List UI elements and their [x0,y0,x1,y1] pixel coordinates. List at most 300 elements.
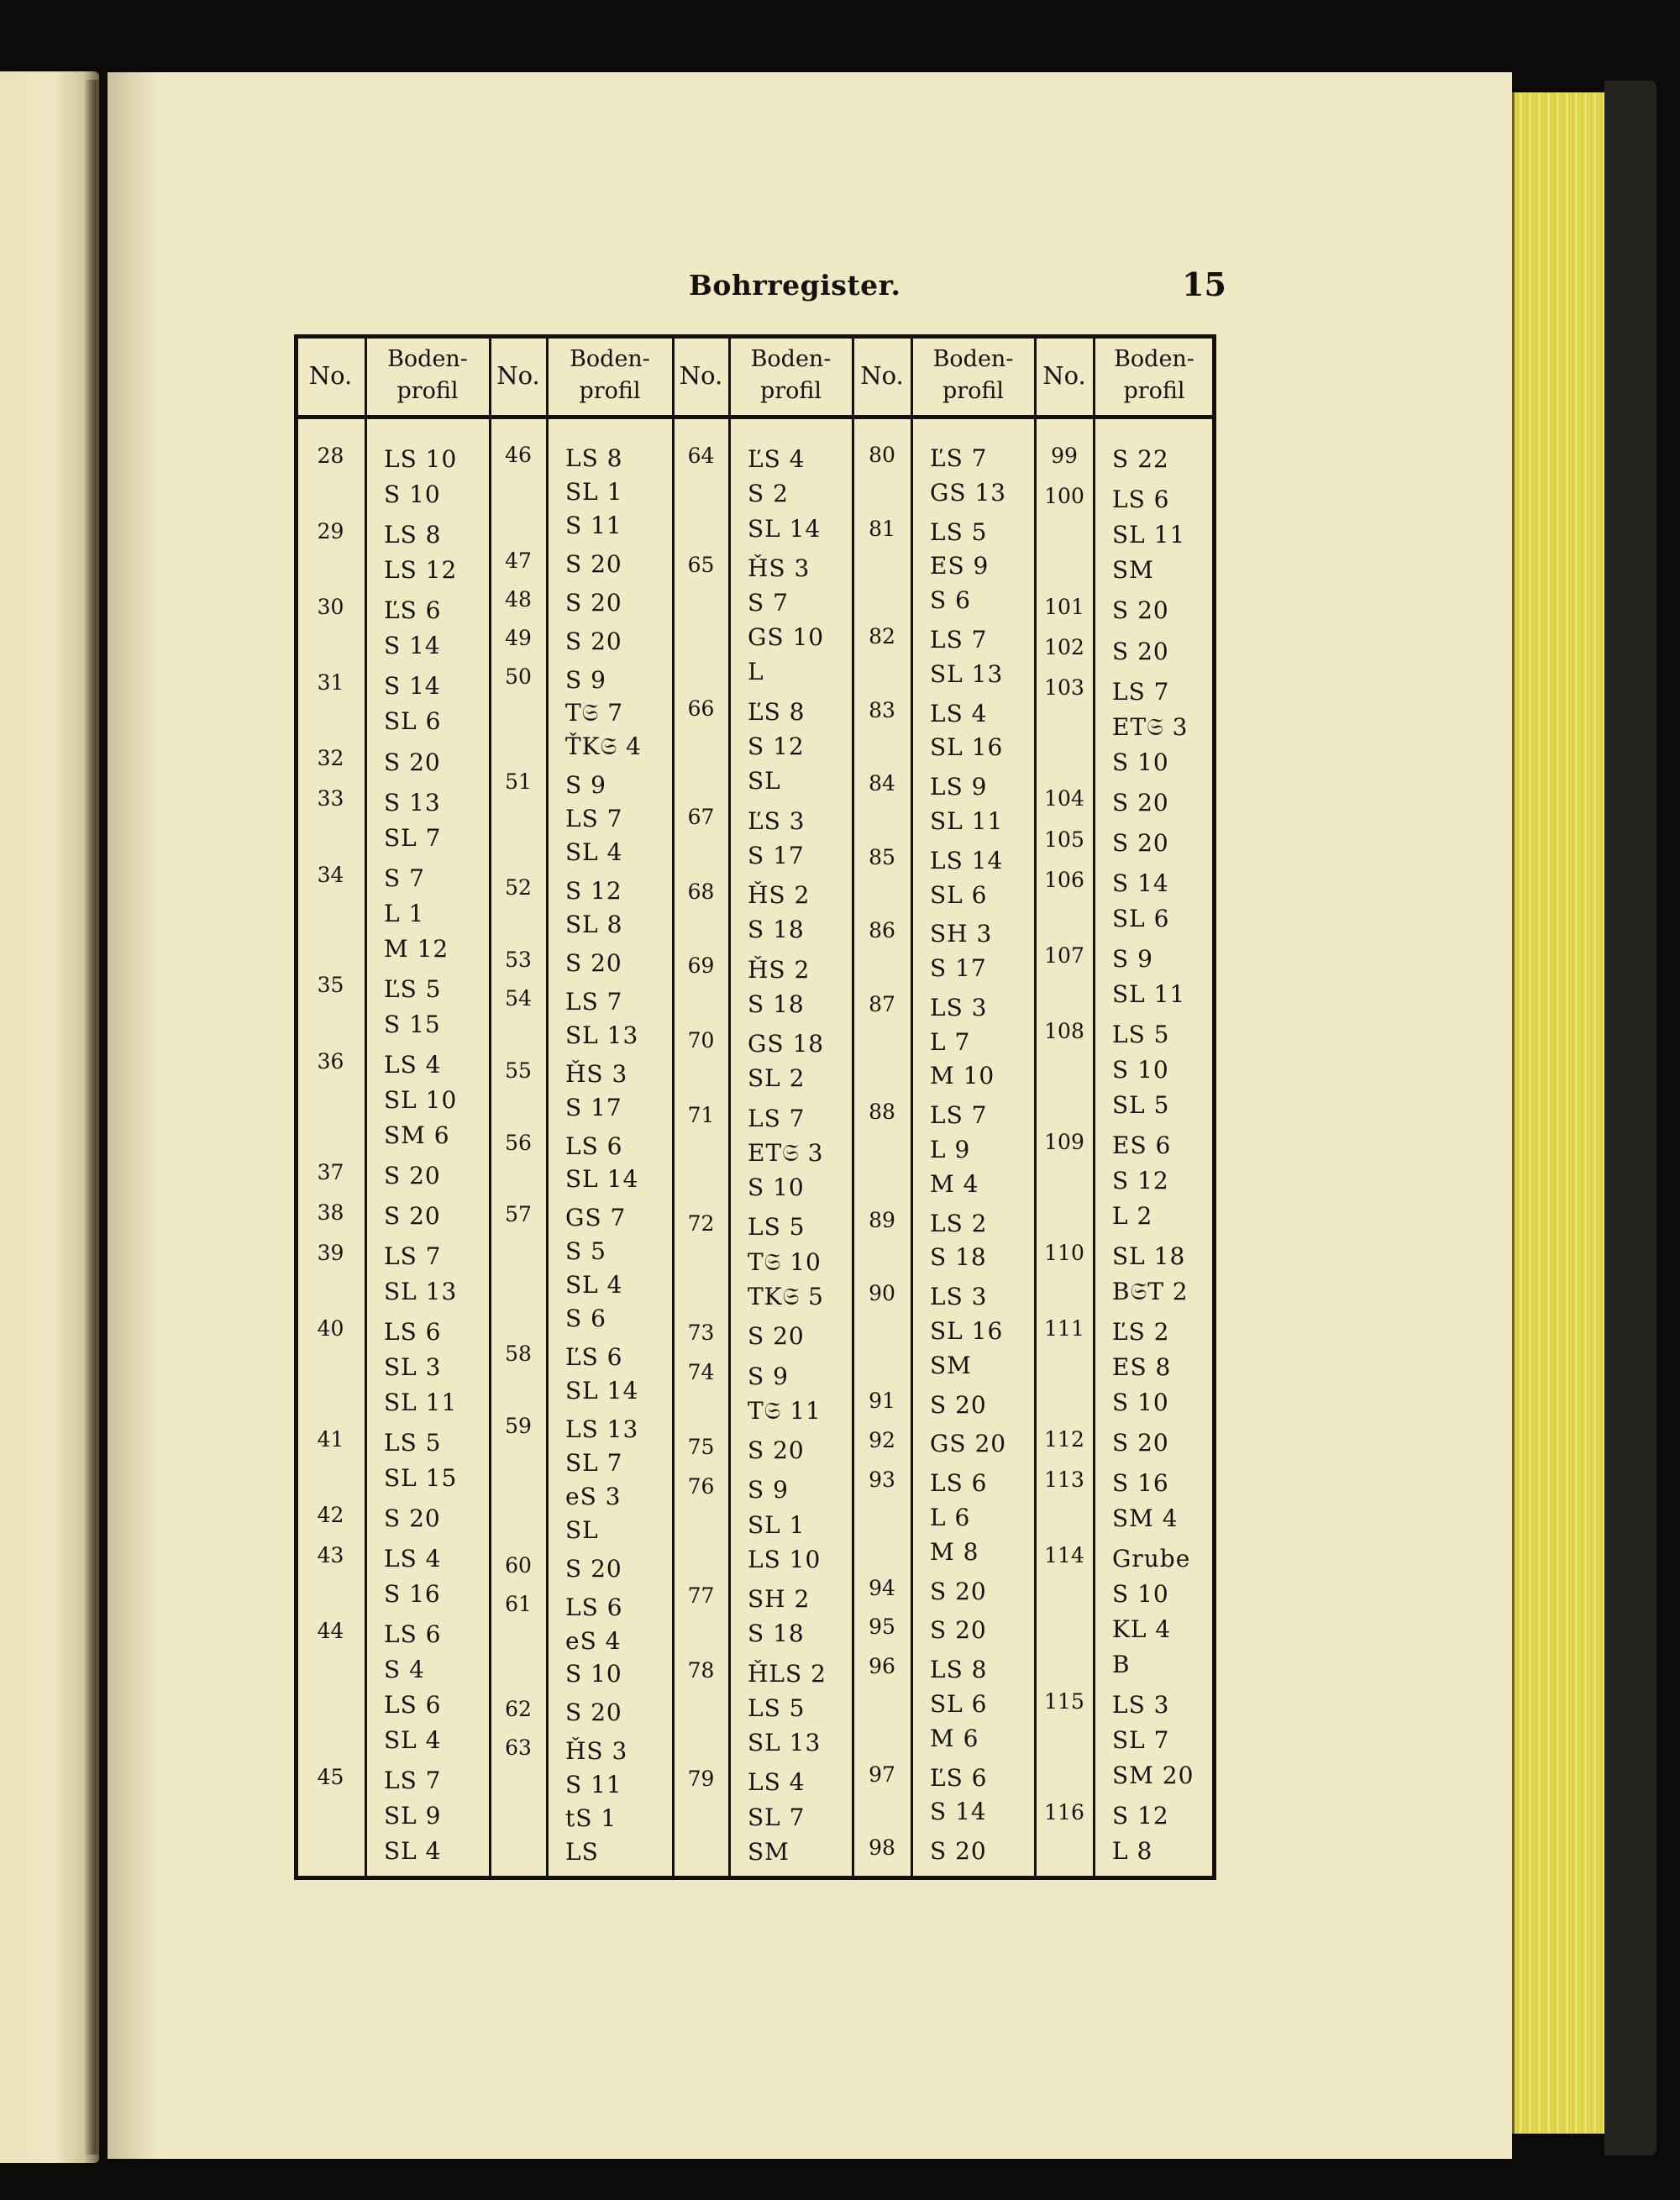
soil-layer: LS 10 [384,445,458,474]
boring-number: 48 [505,586,532,612]
soil-layer: SL 14 [565,1165,639,1194]
soil-layer: S 17 [930,954,987,983]
soil-layer: LS 7 [565,805,623,833]
soil-layer: S 20 [1112,788,1169,816]
boring-number: 58 [505,1342,532,1367]
soil-layer: GS 7 [565,1204,627,1232]
boring-number: 107 [1044,942,1084,968]
boring-number: 79 [687,1767,715,1792]
soil-layer: S 20 [930,1577,987,1605]
column-rule [1093,336,1095,1878]
soil-layer: LS 7 [565,987,623,1016]
running-head: Bohrregister. [689,269,901,302]
boring-number: 52 [505,875,532,900]
soil-layer: L 9 [930,1136,971,1164]
boring-number: 106 [1044,867,1084,892]
header-profile-line1: Boden- [387,346,468,372]
soil-layer: LS 8 [384,521,442,549]
boring-number: 33 [317,786,344,811]
soil-layer: SM 20 [1112,1762,1194,1790]
soil-layer: LS 7 [930,626,988,654]
boring-number: 91 [869,1389,895,1414]
soil-layer: SM [930,1351,972,1379]
soil-layer: LS [565,1838,599,1867]
soil-layer: SL 15 [384,1464,458,1493]
book-cover [1604,81,1656,2155]
soil-layer: SL 13 [930,659,1004,688]
soil-layer: SL 11 [1112,521,1186,549]
soil-layer: SL 6 [1112,904,1170,932]
page-number: 15 [1182,265,1226,303]
boring-number: 31 [317,670,344,696]
soil-layer: S 22 [1112,445,1169,474]
soil-layer: L 8 [1112,1837,1153,1866]
soil-layer: S 20 [565,627,622,655]
soil-layer: S 20 [565,588,622,617]
soil-layer: LS 8 [930,1656,988,1684]
soil-layer: LS 5 [748,1693,806,1722]
boring-number: 47 [505,548,532,573]
header-no: No. [496,361,540,390]
boring-number: 43 [317,1543,344,1568]
soil-layer: GS 13 [930,478,1007,507]
boring-number: 54 [505,985,532,1011]
soil-layer: T𝔖 10 [748,1247,822,1276]
soil-layer: S 20 [930,1390,987,1419]
soil-layer: LS 4 [748,1768,806,1797]
boring-number: 72 [687,1211,715,1237]
soil-layer: SL [565,1515,599,1544]
boring-number: 63 [505,1735,532,1761]
soil-layer: S 20 [565,1699,622,1727]
soil-layer: GS 10 [748,623,825,652]
boring-number: 92 [869,1428,895,1453]
soil-layer: LS 5 [930,517,988,546]
soil-layer: TK𝔖 5 [748,1282,824,1310]
boring-number: 39 [317,1240,344,1265]
soil-layer: S 20 [565,948,622,977]
soil-layer: LS 3 [1112,1691,1170,1720]
soil-layer: S 7 [748,589,789,617]
column-rule [1034,336,1037,1878]
boring-number: 38 [317,1200,344,1225]
boring-number: 90 [869,1281,895,1306]
boring-number: 62 [505,1697,532,1722]
header-no: No. [860,361,904,390]
soil-layer: ES 8 [1112,1353,1172,1382]
header-profile-line2: profil [1123,378,1185,404]
boring-number: 67 [687,805,715,830]
soil-layer: S 10 [384,480,441,509]
boring-number: 103 [1044,675,1084,701]
page-shadow [108,72,158,2159]
soil-layer: S 14 [1112,869,1169,898]
soil-layer: S 20 [1112,637,1169,665]
boring-number: 108 [1044,1018,1084,1043]
boring-number: 69 [687,953,715,979]
soil-layer: S 17 [565,1093,622,1121]
soil-layer: SL 11 [384,1388,458,1416]
soil-layer: T𝔖 11 [748,1396,822,1425]
soil-layer: LS 13 [565,1415,639,1443]
soil-layer: LS 7 [384,1767,442,1795]
soil-layer: L 1 [384,899,425,927]
boring-number: 77 [687,1583,715,1608]
boring-number: 94 [869,1575,895,1600]
soil-layer: ES 6 [1112,1132,1172,1160]
boring-number: 75 [687,1434,715,1459]
boring-number: 28 [317,444,344,468]
soil-layer: SL 16 [930,1317,1004,1345]
boring-number: 78 [687,1657,715,1683]
soil-layer: S 14 [930,1798,987,1826]
boring-number: 89 [869,1207,895,1232]
boring-number: 61 [505,1591,532,1616]
header-profile [365,338,490,413]
soil-layer: LS 3 [930,994,988,1021]
boring-number: 49 [505,625,532,650]
soil-layer: M 12 [384,934,449,963]
soil-layer: ȞS 2 [748,955,811,984]
boring-number: 86 [869,918,895,943]
soil-layer: SL 4 [384,1837,442,1866]
soil-layer: S 9 [565,771,606,800]
boring-number: 71 [687,1102,715,1127]
soil-layer: LS 7 [1112,677,1170,706]
soil-layer: S 6 [565,1305,606,1333]
soil-layer: LS 9 [930,773,988,801]
soil-layer: LS 6 [384,1620,442,1649]
soil-layer: ȞS 3 [748,554,811,582]
boring-number: 60 [505,1552,532,1578]
soil-layer: SL 5 [1112,1091,1170,1119]
soil-layer: ĽS 2 [1112,1318,1170,1347]
soil-layer: SL 11 [1112,980,1186,1009]
boring-number: 101 [1044,595,1084,620]
soil-layer: ȞS 3 [565,1059,628,1088]
soil-layer: ĽS 8 [748,697,806,726]
soil-layer: SL 2 [748,1064,806,1093]
boring-number: 35 [317,973,344,998]
soil-layer: S 10 [565,1660,622,1688]
soil-layer: LS 7 [748,1104,806,1132]
boring-number: 96 [869,1654,895,1679]
boring-number: 44 [317,1619,344,1644]
soil-layer: S 20 [748,1436,805,1465]
soil-layer: S 20 [565,549,622,578]
soil-layer: S 20 [384,1201,441,1230]
soil-layer: S 12 [565,877,622,906]
soil-layer: tS 1 [565,1804,617,1833]
soil-layer: ET𝔖 3 [1112,712,1189,741]
soil-layer: ĽS 4 [748,445,806,474]
soil-layer: ȞLS 2 [748,1659,827,1688]
header-profile [911,338,1035,413]
boring-number: 87 [869,991,895,1016]
soil-layer: SL 11 [930,806,1004,835]
soil-layer: S 12 [1112,1167,1169,1195]
soil-layer: LS 6 [384,1691,442,1720]
soil-layer: SM [748,1837,790,1866]
boring-number: 80 [869,443,895,467]
soil-layer: SM 4 [1112,1504,1179,1533]
column-rule [852,336,854,1878]
boring-number: 105 [1044,827,1084,852]
boring-number: 83 [869,697,895,722]
soil-layer: S 20 [1112,596,1169,625]
soil-layer: S 12 [1112,1802,1169,1830]
soil-layer: S 10 [1112,1580,1169,1609]
soil-layer: ĽS 6 [384,596,442,625]
boring-number: 82 [869,623,895,648]
soil-layer: L 2 [1112,1201,1153,1230]
boring-number: 93 [869,1468,895,1493]
boring-number: 99 [1051,444,1078,468]
boring-number: 76 [687,1474,715,1499]
column-rule [672,336,675,1878]
boring-number: 46 [505,443,532,467]
soil-layer: ĽS 3 [748,806,806,835]
boring-number: 85 [869,844,895,869]
soil-layer: SL 7 [565,1448,623,1477]
soil-layer: S 5 [565,1237,606,1266]
soil-layer: SL 4 [565,838,623,867]
soil-layer: S 20 [384,1504,441,1533]
soil-layer: SL 6 [930,880,988,909]
boring-number: 68 [687,879,715,904]
boring-number: 95 [869,1615,895,1640]
soil-layer: S 17 [748,841,805,869]
soil-layer: S 9 [1112,945,1153,974]
soil-layer: LS 4 [384,1545,442,1573]
soil-layer: LS 6 [384,1318,442,1347]
soil-layer: LS 10 [748,1545,822,1573]
header-profile-line1: Boden- [1114,346,1194,372]
soil-layer: LS 5 [1112,1021,1170,1049]
soil-layer: SL 13 [565,1021,639,1049]
boring-number: 104 [1044,786,1084,811]
soil-layer: SL 7 [748,1803,806,1831]
soil-layer: S 10 [1112,748,1169,776]
soil-layer: S 10 [1112,1056,1169,1084]
boring-number: 42 [317,1502,344,1527]
soil-layer: S 11 [565,511,622,539]
soil-layer: SL 8 [565,911,623,938]
soil-layer: SL 6 [384,707,442,736]
boring-number: 40 [317,1315,344,1341]
soil-layer: S 12 [748,732,805,760]
soil-layer: SL 18 [1112,1242,1186,1271]
soil-layer: M 8 [930,1537,979,1566]
soil-layer: SL 13 [384,1278,458,1306]
soil-layer: S 18 [748,990,805,1018]
boring-number: 64 [687,444,715,468]
column-rule [489,336,491,1878]
boring-number: 110 [1044,1240,1084,1265]
boring-number: 30 [317,595,344,620]
soil-layer: LS 6 [930,1469,988,1498]
soil-layer: ȞS 2 [748,881,811,910]
boring-number: 115 [1044,1688,1084,1714]
soil-layer: L [748,658,764,686]
soil-layer: S 20 [930,1616,987,1645]
soil-layer: SL 7 [384,823,442,852]
soil-layer: SL 3 [384,1353,442,1382]
soil-layer: S 20 [748,1322,805,1351]
soil-layer: KL 4 [1112,1615,1172,1644]
header-profile [547,338,673,413]
soil-layer: LS 2 [930,1209,988,1237]
page-block-edge [1512,92,1607,2134]
soil-layer: ĽS 6 [930,1763,988,1792]
boring-number: 109 [1044,1129,1084,1154]
header-profile-line1: Boden- [570,346,650,372]
boring-number: 100 [1044,484,1084,509]
boring-number: 56 [505,1130,532,1155]
column-rule [911,336,913,1878]
soil-layer: SL 1 [565,477,623,506]
soil-layer: SL 4 [384,1726,442,1755]
boring-number: 74 [687,1360,715,1385]
boring-number: 66 [687,696,715,721]
soil-layer: LS 4 [384,1050,442,1079]
soil-layer: LS 5 [384,1429,442,1457]
boring-number: 55 [505,1058,532,1083]
soil-layer: T𝔖 7 [565,699,624,727]
soil-layer: LS 3 [930,1283,988,1311]
book-gutter [84,80,102,2155]
soil-layer: SL 7 [1112,1726,1170,1755]
boring-number: 84 [869,771,895,796]
soil-layer: S 13 [384,788,441,816]
soil-layer: S 10 [1112,1388,1169,1416]
soil-layer: SL 10 [384,1085,458,1114]
column-rule [365,336,367,1878]
header-profile [1094,338,1215,413]
boring-number: 36 [317,1048,344,1074]
boring-number: 29 [317,519,344,544]
boring-number: 32 [317,746,344,771]
soil-layer: LS 12 [384,556,458,585]
soil-layer: eS 3 [565,1482,622,1510]
soil-layer: S 20 [384,748,441,776]
soil-layer: S 18 [930,1243,987,1272]
soil-layer: S 20 [930,1837,987,1866]
header-no: No. [679,361,723,390]
soil-layer: GS 18 [748,1030,825,1058]
soil-layer: ĽS 6 [565,1343,623,1372]
soil-layer: S 9 [565,665,606,694]
soil-layer: S 9 [748,1362,789,1390]
boring-number: 116 [1044,1799,1084,1825]
soil-layer: LS 6 [565,1593,623,1621]
soil-layer: ĽS 5 [384,974,442,1003]
soil-layer: M 10 [930,1062,995,1090]
boring-number: 98 [869,1835,895,1861]
soil-layer: ŤK𝔖 4 [565,732,642,761]
soil-layer: B𝔖T 2 [1112,1278,1189,1306]
column-rule [728,336,731,1878]
soil-layer: B [1112,1651,1131,1679]
header-profile-line1: Boden- [932,346,1014,372]
boring-number: 114 [1044,1543,1084,1568]
header-profile-line2: profil [942,378,1005,404]
header-profile [729,338,853,413]
soil-layer: eS 4 [565,1626,622,1655]
soil-layer: S 15 [384,1010,441,1038]
boring-number: 112 [1044,1426,1084,1452]
soil-layer: S 18 [748,1620,805,1648]
boring-number: 45 [317,1765,344,1790]
soil-layer: S 16 [384,1580,441,1609]
header-profile-line2: profil [759,378,822,404]
soil-layer: S 11 [565,1771,622,1799]
soil-layer: SH 3 [930,920,993,948]
boring-number: 102 [1044,635,1084,660]
boring-number: 59 [505,1413,532,1438]
soil-layer: LS 5 [748,1213,806,1242]
header-profile-line2: profil [579,378,641,404]
boring-number: 88 [869,1100,895,1125]
soil-layer: LS 14 [930,846,1004,874]
soil-layer: SL 1 [748,1510,806,1539]
soil-layer: S 6 [930,586,971,615]
soil-layer: S 14 [384,672,441,701]
soil-layer: L 7 [930,1027,971,1056]
soil-layer: S 4 [384,1656,425,1684]
soil-layer: M 4 [930,1169,979,1198]
soil-layer: SM [1112,556,1154,585]
soil-layer: ET𝔖 3 [748,1138,824,1167]
soil-layer: GS 20 [930,1430,1007,1458]
boring-number: 51 [505,769,532,795]
header-profile-line2: profil [396,378,459,404]
boring-number: 50 [505,664,532,689]
soil-layer: S 16 [1112,1469,1169,1498]
header-rule [294,415,1216,419]
boring-number: 97 [869,1762,895,1787]
soil-layer: SL [748,767,781,795]
boring-number: 70 [687,1028,715,1053]
soil-layer: SH 2 [748,1585,811,1614]
soil-layer: LS 8 [565,444,623,472]
soil-layer: S 20 [565,1554,622,1583]
soil-layer: SL 9 [384,1802,442,1830]
soil-layer: M 6 [930,1724,979,1752]
header-profile-line1: Boden- [750,346,832,372]
soil-layer: SL 16 [930,733,1004,762]
column-rule [546,336,549,1878]
soil-layer: SL 13 [748,1729,822,1757]
soil-layer: S 2 [748,480,789,508]
boring-number: 57 [505,1202,532,1227]
soil-layer: S 20 [384,1161,441,1189]
soil-layer: S 10 [748,1174,805,1202]
soil-layer: S 7 [384,864,425,892]
soil-layer: L 6 [930,1504,971,1532]
soil-layer: Grube [1112,1545,1191,1573]
soil-layer: SL 14 [565,1377,639,1405]
soil-layer: S 20 [1112,828,1169,857]
soil-layer: LS 7 [930,1101,988,1130]
soil-layer: S 14 [384,632,441,660]
boring-number: 113 [1044,1468,1084,1493]
soil-layer: S 20 [1112,1429,1169,1457]
soil-layer: LS 7 [384,1242,442,1271]
soil-layer: SL 4 [565,1271,623,1300]
boring-number: 34 [317,862,344,887]
header-no: No. [1042,361,1086,390]
